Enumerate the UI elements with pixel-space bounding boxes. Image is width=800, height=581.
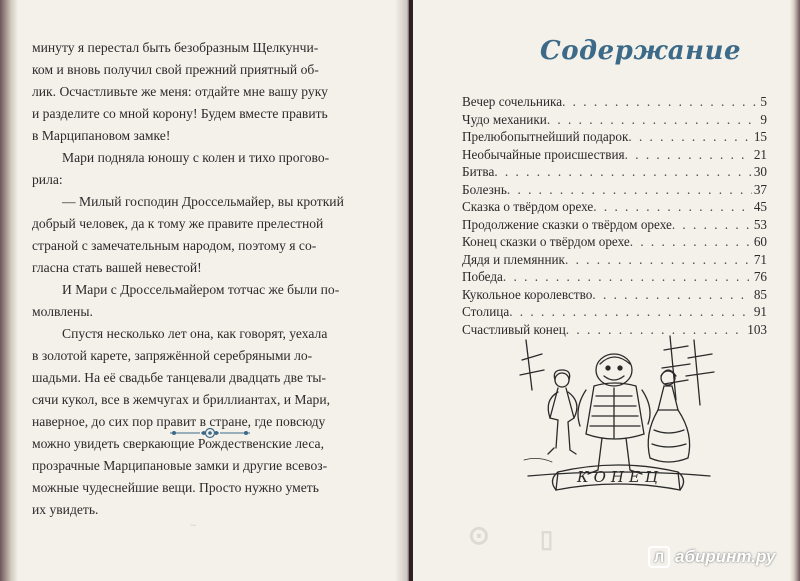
toc-page-number: 103	[747, 321, 767, 337]
toc-leader-dots	[562, 94, 758, 110]
toc-entry	[462, 252, 767, 270]
toc-leader-dots	[509, 304, 752, 320]
toc-page-number: 30	[753, 164, 767, 179]
toc-entry	[462, 304, 767, 322]
toc-page-number: 5	[760, 94, 767, 109]
toc-entry-title: Продолжение сказки о твёрдом орехе	[462, 216, 672, 232]
toc-entry	[462, 269, 767, 287]
show-through-mark: ⊙	[468, 520, 490, 550]
toc-page-number: 91	[753, 304, 767, 319]
toc-page-number: 85	[753, 286, 767, 302]
toc-entry	[462, 287, 767, 305]
toc-entry	[462, 147, 767, 165]
story-line: прозрачные Марципановые замки и другие всевоз-	[32, 458, 328, 473]
toc-page-number: 76	[753, 269, 767, 284]
konec-banner-label: КОНЕЦ	[576, 468, 664, 486]
toc-entry	[462, 234, 767, 252]
story-line: их увидеть.	[32, 502, 99, 517]
right-page-edge	[790, 0, 800, 581]
toc-page-number: 21	[753, 146, 767, 162]
toc-entry-title: Прелюбопытнейший подарок	[462, 129, 629, 144]
toc-entry-title: Кукольное королевство	[462, 286, 593, 302]
labirint-logo-icon: Л	[648, 546, 670, 568]
toc-entry	[462, 164, 767, 182]
story-text	[32, 37, 368, 521]
toc-page-number: 9	[760, 111, 767, 127]
toc-page-number: 60	[753, 234, 767, 249]
story-line: ком и вновь получил свой прежний приятный об-	[32, 62, 319, 77]
story-line: И Мари с Дроссельмайером тотчас же были по-	[62, 282, 340, 297]
story-line: сячи кукол, все в жемчугах и бриллиантах, и Мари,	[32, 392, 331, 407]
toc-entry-title: Вечер сочельника	[462, 94, 563, 109]
show-through-mark: ~	[190, 520, 197, 532]
watermark	[648, 546, 775, 568]
toc-leader-dots	[672, 217, 752, 233]
ornament-divider-icon	[168, 426, 252, 440]
watermark-text: абиринт.ру	[675, 547, 776, 566]
story-line: можно увидеть сверкающие Рождественские леса,	[32, 436, 324, 451]
toc-entry-title: Победа	[462, 269, 503, 284]
toc-entry-title: Битва	[462, 164, 495, 179]
toc-entry-title: Столица	[462, 304, 510, 319]
story-line: рила:	[32, 172, 63, 187]
toc-entry	[462, 182, 767, 200]
story-line: и разделите со мной корону! Будем вместе править	[32, 106, 328, 121]
toc-entry	[462, 199, 767, 217]
toc-title: Содержание	[540, 36, 742, 66]
toc-leader-dots	[630, 234, 752, 250]
story-line: добрый человек, да к тому же правите прелестной	[32, 216, 324, 231]
toc-page-number: 71	[753, 251, 767, 267]
story-line: в золотой карете, запряжённой серебряными ло-	[32, 348, 313, 363]
story-line: минуту я перестал быть безобразным Щелкунчи-	[32, 40, 319, 55]
left-page-edge	[0, 0, 18, 581]
toc-page-number: 45	[753, 199, 767, 214]
toc-page-number: 53	[753, 216, 767, 232]
toc-entry-title: Чудо механики	[462, 111, 547, 127]
story-line: Мари подняла юношу с колен и тихо прогово-	[62, 150, 330, 165]
toc-entry-title: Необычайные происшествия	[462, 146, 625, 162]
story-line: в Марципановом замке!	[32, 128, 171, 143]
toc-leader-dots	[592, 287, 751, 303]
show-through-mark: ▯	[540, 526, 554, 553]
toc-leader-dots	[494, 164, 752, 180]
toc-entry-title: Счастливый конец	[462, 321, 566, 337]
story-line: молвлены.	[32, 304, 93, 319]
table-of-contents	[462, 94, 767, 339]
toc-entry-title: Болезнь	[462, 181, 507, 197]
story-line: наверное, до сих пор правит в стране, где повсюду	[32, 414, 326, 429]
toc-entry	[462, 217, 767, 235]
toc-entry	[462, 129, 767, 147]
story-line: лик. Осчастливьте же меня: отдайте мне вашу руку	[32, 84, 328, 99]
toc-leader-dots	[507, 182, 752, 198]
toc-entry-title: Сказка о твёрдом орехе	[462, 199, 594, 214]
story-line: шадьми. На её свадьбе танцевали двадцать две ты-	[32, 370, 327, 385]
story-line: Спустя несколько лет она, как говорят, уехала	[62, 326, 328, 341]
toc-entry	[462, 112, 767, 130]
toc-page-number: 15	[753, 129, 767, 144]
toc-leader-dots	[593, 199, 752, 215]
story-line: — Милый господин Дроссельмайер, вы кроткий	[62, 194, 344, 209]
story-line: можные чудеснейшие вещи. Просто нужно уметь	[32, 480, 319, 495]
story-line: гласна стать вашей невестой!	[32, 260, 202, 275]
story-line: страной с замечательным народом, поэтому я со-	[32, 238, 317, 253]
toc-leader-dots	[625, 147, 752, 163]
toc-entry-title: Дядя и племянник	[462, 251, 565, 267]
toc-leader-dots	[503, 269, 752, 285]
toc-leader-dots	[628, 129, 751, 145]
toc-page-number: 37	[753, 181, 767, 197]
toc-leader-dots	[565, 252, 752, 268]
toc-entry	[462, 94, 767, 112]
toc-entry-title: Конец сказки о твёрдом орехе	[462, 234, 630, 249]
toc-leader-dots	[547, 112, 759, 128]
